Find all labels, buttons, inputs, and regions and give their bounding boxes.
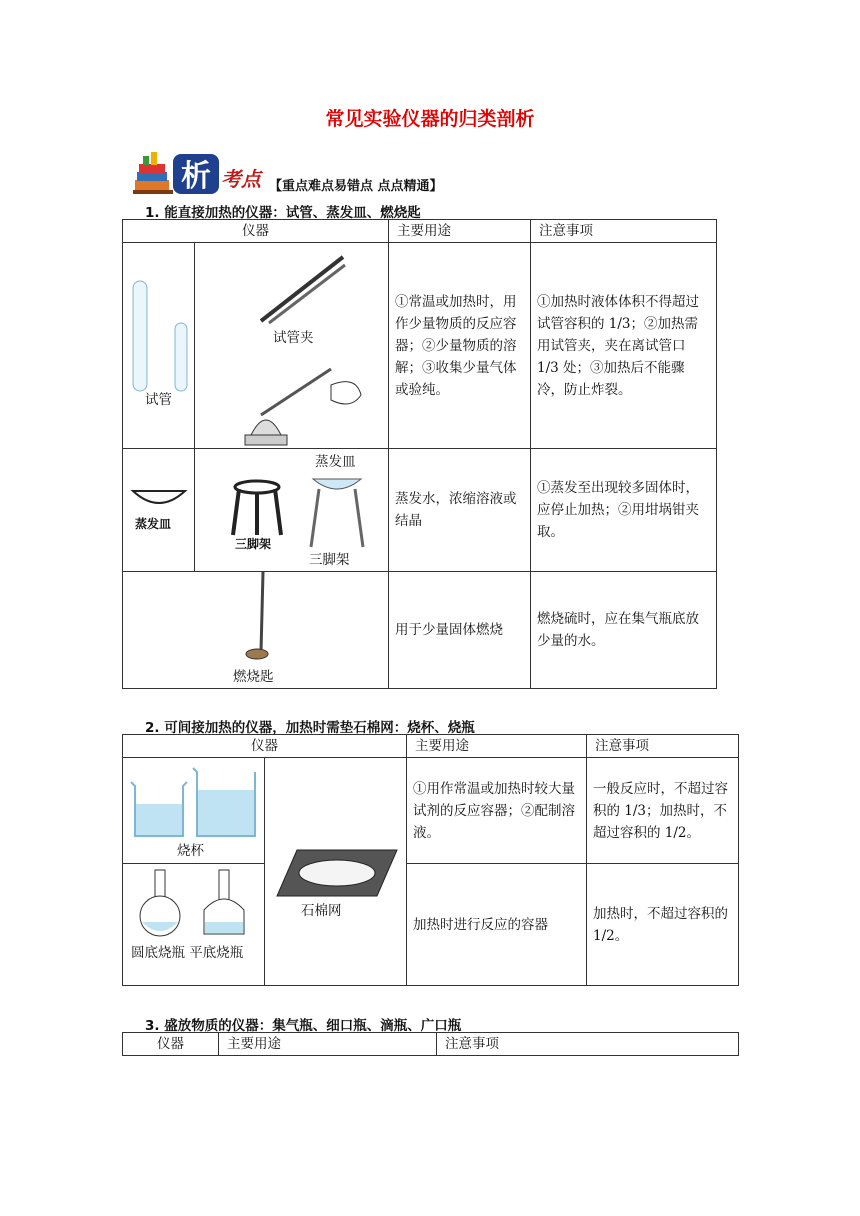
test-tube-holder-cell <box>195 243 389 449</box>
section-banner <box>133 150 473 196</box>
table-storage <box>122 1032 739 1056</box>
banner-tag: 考点 <box>221 167 261 191</box>
test-tube-cell <box>123 243 195 449</box>
test-tube-label: 试管 <box>145 392 172 408</box>
header-instrument: 仪器 <box>123 735 407 758</box>
table-row <box>123 864 739 986</box>
table-row <box>123 572 717 689</box>
test-tube-holder-icon <box>251 251 351 331</box>
tripod-caption: 三脚架 <box>235 537 272 551</box>
table-header-row <box>123 1033 739 1056</box>
evaporating-dish-icon <box>129 485 189 513</box>
asbestos-net-icon <box>275 848 399 898</box>
flask-icon <box>129 868 255 940</box>
table-header-row <box>123 220 717 243</box>
note-cell: ①蒸发至出现较多固体时，应停止加热；②用坩埚钳夹取。 <box>531 449 717 572</box>
section-heading-2: 2. 可间接加热的仪器，加热时需垫石棉网：烧杯、烧瓶 <box>145 720 475 736</box>
note-cell: 加热时，不超过容积的 1/2。 <box>587 864 739 986</box>
tripod-with-dish-icon <box>305 471 369 549</box>
header-use: 主要用途 <box>407 735 587 758</box>
header-instrument: 仪器 <box>123 220 389 243</box>
flask-cell <box>123 864 265 986</box>
evaporating-dish-caption: 蒸发皿 <box>135 517 172 531</box>
heating-test-tube-icon <box>231 355 371 447</box>
note-cell: 燃烧硫时，应在集气瓶底放少量的水。 <box>531 572 717 689</box>
header-note: 注意事项 <box>587 735 739 758</box>
section-heading-1: 1. 能直接加热的仪器：试管、蒸发皿、燃烧匙 <box>145 205 421 221</box>
use-cell: 用于少量固体燃烧 <box>389 572 531 689</box>
tripod-icon <box>229 479 285 539</box>
combustion-spoon-cell <box>123 572 389 689</box>
table-row <box>123 758 739 864</box>
use-cell: ①用作常温或加热时较大量试剂的反应容器；②配制溶液。 <box>407 758 587 864</box>
header-instrument: 仪器 <box>123 1033 219 1056</box>
beaker-cell <box>123 758 265 864</box>
table-direct-heating <box>122 219 717 689</box>
beaker-label: 烧杯 <box>177 843 204 859</box>
tripod-label: 三脚架 <box>309 552 350 568</box>
header-note: 注意事项 <box>531 220 717 243</box>
asbestos-net-label: 石棉网 <box>301 903 342 919</box>
use-cell: 加热时进行反应的容器 <box>407 864 587 986</box>
test-tube-icon <box>129 275 189 395</box>
tripod-cell <box>195 449 389 572</box>
header-note: 注意事项 <box>437 1033 739 1056</box>
flat-flask-label: 平底烧瓶 <box>189 945 244 961</box>
note-cell: 一般反应时，不超过容积的 1/3；加热时，不超过容积的 1/2。 <box>587 758 739 864</box>
banner-big-char: 析 <box>181 159 211 194</box>
combustion-spoon-icon <box>239 572 279 664</box>
evaporating-dish-cell <box>123 449 195 572</box>
test-tube-holder-label: 试管夹 <box>273 330 314 346</box>
round-flask-label: 圆底烧瓶 <box>131 945 185 961</box>
combustion-spoon-label: 燃烧匙 <box>233 669 274 685</box>
table-indirect-heating <box>122 734 739 986</box>
beaker-icon <box>127 764 259 840</box>
section-heading-3: 3. 盛放物质的仪器：集气瓶、细口瓶、滴瓶、广口瓶 <box>145 1018 462 1034</box>
evaporating-dish-label: 蒸发皿 <box>315 454 356 470</box>
note-cell: ①加热时液体体积不得超过试管容积的 1/3；②加热需用试管夹，夹在离试管口 1/3 处；③加热后不能骤冷，防止炸裂。 <box>531 243 717 449</box>
books-icon <box>133 150 273 196</box>
page-title: 常见实验仪器的归类剖析 <box>325 108 535 130</box>
use-cell: 蒸发水，浓缩溶液或结晶 <box>389 449 531 572</box>
use-cell: ①常温或加热时，用作少量物质的反应容器；②少量物质的溶解；③收集少量气体或验纯。 <box>389 243 531 449</box>
table-row <box>123 449 717 572</box>
header-use: 主要用途 <box>219 1033 437 1056</box>
table-header-row <box>123 735 739 758</box>
header-use: 主要用途 <box>389 220 531 243</box>
table-row <box>123 243 717 449</box>
asbestos-net-cell <box>265 758 407 986</box>
banner-subtitle: 【重点难点易错点 点点精通】 <box>269 179 443 194</box>
